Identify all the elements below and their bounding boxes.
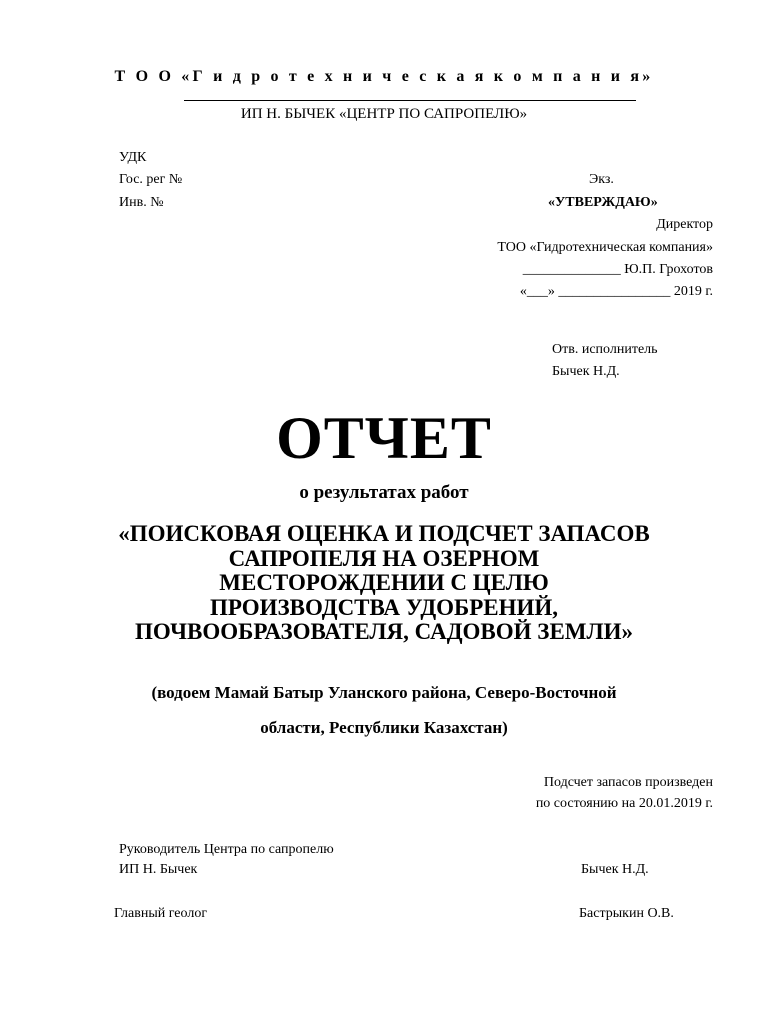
head-role-line-1: Руководитель Центра по сапропелю (119, 842, 334, 857)
header-divider (184, 100, 636, 101)
head-role-line-2: ИП Н. Бычек (119, 862, 198, 877)
gos-reg-label: Гос. рег № (119, 172, 183, 187)
executor-name: Бычек Н.Д. (552, 364, 620, 379)
company-name: Т О О «Г и д р о т е х н и ч е с к а я к о м п а н и я» (114, 68, 654, 85)
report-topic-line: ПОЧВООБРАЗОВАТЕЛЯ, САДОВОЙ ЗЕМЛИ» (134, 619, 634, 644)
approval-date-line: «___» ________________ 2019 г. (519, 284, 713, 299)
report-topic (0, 522, 768, 645)
center-name: ИП Н. БЫЧЕК «ЦЕНТР ПО САПРОПЕЛЮ» (240, 106, 528, 122)
location-line-1: (водоем Мамай Батыр Уланского района, Северо-Восточной (151, 683, 617, 702)
head-name: Бычек Н.Д. (581, 862, 649, 877)
location-line-2: области, Республики Казахстан) (260, 718, 508, 737)
reserves-line-2: по состоянию на 20.01.2019 г. (535, 796, 713, 811)
report-topic-line: МЕСТОРОЖДЕНИИ С ЦЕЛЮ (219, 570, 549, 595)
executor-label: Отв. исполнитель (552, 342, 658, 357)
geologist-role: Главный геолог (114, 906, 208, 921)
report-subtitle: о результатах работ (299, 482, 469, 503)
report-title: ОТЧЕТ (276, 405, 492, 471)
approval-organization: ТОО «Гидротехническая компания» (497, 240, 713, 255)
geologist-name: Бастрыкин О.В. (579, 906, 674, 921)
approval-position: Директор (656, 217, 713, 232)
reserves-line-1: Подсчет запасов произведен (543, 775, 713, 790)
inv-label: Инв. № (119, 195, 164, 210)
udk-label: УДК (119, 150, 147, 165)
approval-stamp: «УТВЕРЖДАЮ» (548, 195, 658, 210)
report-topic-line: ПРОИЗВОДСТВА УДОБРЕНИЙ, (209, 594, 559, 620)
approval-signature-line: ______________ Ю.П. Грохотов (522, 262, 713, 277)
report-topic-line: САПРОПЕЛЯ НА ОЗЕРНОМ (228, 545, 540, 571)
report-topic-line: «ПОИСКОВАЯ ОЦЕНКА И ПОДСЧЕТ ЗАПАСОВ (118, 521, 650, 546)
copy-label: Экз. (589, 172, 614, 187)
